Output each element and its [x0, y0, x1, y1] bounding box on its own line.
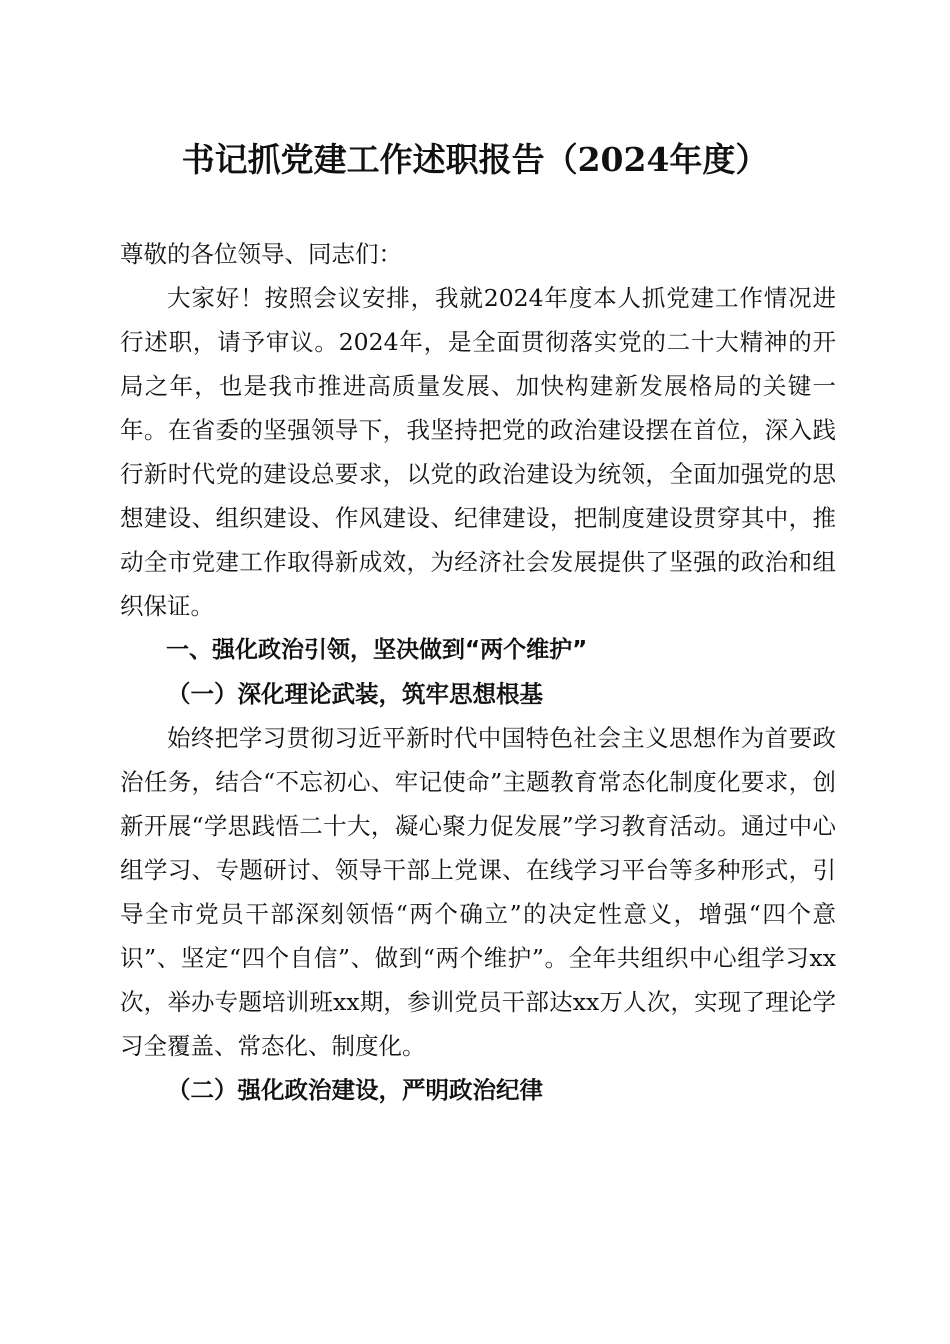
- section-heading-1: 一、强化政治引领，坚决做到“两个维护”: [166, 637, 588, 663]
- subsection-heading-1: （一）深化理论武装，筑牢思想根基: [167, 680, 543, 708]
- document-body: [120, 232, 836, 1112]
- subsection-heading-2: （二）强化政治建设，严明政治纪律: [167, 1076, 543, 1104]
- subsection-paragraph-1: 始终把学习贯彻习近平新时代中国特色社会主义思想作为首要政治任务，结合“不忘初心、牢记使命”主题教育常态化制度化要求，创新开展“学思践悟二十大，凝心聚力促发展”学习教育活动。通过中心组学习、专题研讨、领导干部上党课、在线学习平台等多种形式，引导全市党员干部深刻领悟“两个确立”的决定性意义，增强“四个意识”、坚定“四个自信”、做到“两个维护”。全年共组织中心组学习xx次，举办专题培训班xx期，参训党员干部达xx万人次，实现了理论学习全覆盖、常态化、制度化。: [120, 724, 836, 1060]
- document-title: 书记抓党建工作述职报告（2024年度）: [181, 140, 769, 179]
- intro-paragraph: 大家好！按照会议安排，我就2024年度本人抓党建工作情况进行述职，请予审议。2024年，是全面贯彻落实党的二十大精神的开局之年，也是我市推进高质量发展、加快构建新发展格局的关键一年。在省委的坚强领导下，我坚持把党的政治建设摆在首位，深入践行新时代党的建设总要求，以党的政治建设为统领，全面加强党的思想建设、组织建设、作风建设、纪律建设，把制度建设贯穿其中，推动全市党建工作取得新成效，为经济社会发展提供了坚强的政治和组织保证。: [120, 284, 836, 620]
- salutation: 尊敬的各位领导、同志们：: [120, 240, 402, 268]
